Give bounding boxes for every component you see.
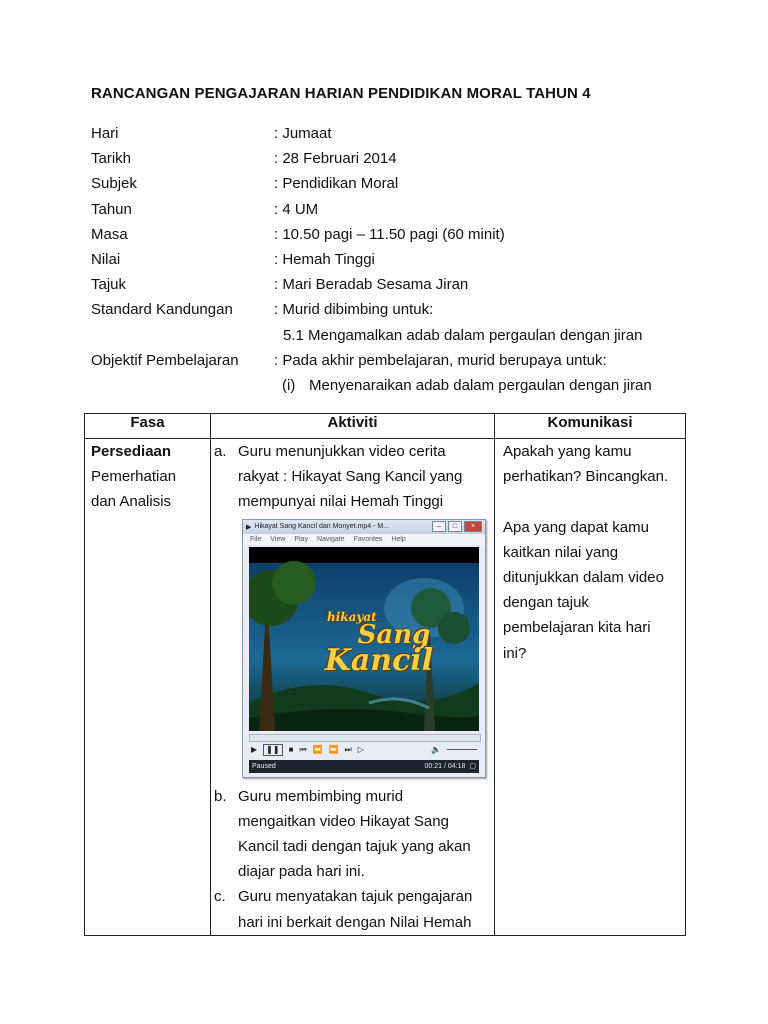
header-komunikasi: Komunikasi — [495, 414, 686, 439]
play-icon: ▶ — [251, 745, 258, 755]
question-line: pembelajaran kita hari — [503, 619, 651, 637]
menu-item: View — [270, 535, 286, 543]
objektif-number: (i) — [282, 376, 296, 394]
objektif-sub — [282, 373, 652, 398]
spacer — [503, 489, 677, 514]
activity-line: diajar pada hari ini. — [238, 863, 365, 881]
info-label: Objektif Pembelajaran — [91, 351, 239, 369]
question-line: ditunjukkan dalam video — [503, 569, 664, 586]
info-label: Tahun — [91, 200, 132, 218]
info-value: : 28 Februari 2014 — [274, 150, 397, 168]
question-line: perhatikan? Bincangkan. — [503, 468, 669, 486]
stop-icon: ■ — [288, 745, 294, 755]
info-label: Masa — [91, 225, 128, 243]
question-line: ini? — [503, 644, 527, 662]
activity-line: rakyat : Hikayat Sang Kancil yang — [238, 468, 463, 486]
window-buttons — [432, 521, 482, 532]
player-status-bar — [249, 760, 479, 773]
video-frame — [249, 553, 479, 731]
info-value: : Murid dibimbing untuk: — [274, 301, 434, 319]
activity-line: Kancil tadi dengan tajuk yang akan — [238, 838, 471, 856]
pause-icon: ❚❚ — [263, 744, 282, 756]
info-value: : Pendidikan Moral — [274, 175, 399, 193]
info-value: : Jumaat — [274, 125, 332, 142]
aktiviti-cell — [211, 439, 495, 936]
info-label: Nilai — [91, 250, 121, 268]
fast-forward-icon: ⏩ — [328, 745, 339, 755]
time-readout: 00:21 / 04:18 — [424, 762, 466, 770]
fasa-cell — [85, 439, 211, 936]
info-value: : Hemah Tinggi — [274, 250, 375, 268]
menu-item: File — [250, 535, 262, 543]
info-label: Tarikh — [91, 150, 132, 168]
volume-slider — [447, 749, 477, 750]
close-icon: × — [464, 521, 482, 532]
activity-line: mengaitkan video Hikayat Sang — [238, 812, 449, 830]
standard-sub-text: 5.1 Mengamalkan adab dalam pergaulan dengan jiran — [283, 326, 643, 344]
question-line: Apakah yang kamu — [503, 443, 632, 460]
volume-icon: 🔈 — [431, 745, 441, 755]
logo-line: Sang — [357, 619, 431, 650]
activity-label: c. — [214, 888, 226, 906]
info-label: Standard Kandungan — [91, 301, 233, 319]
logo-line: hikayat — [327, 609, 377, 624]
page-title: RANCANGAN PENGAJARAN HARIAN PENDIDIKAN MORAL TAHUN 4 — [91, 85, 591, 102]
header-aktiviti: Aktiviti — [211, 414, 495, 439]
maximize-icon: □ — [448, 521, 462, 532]
fullscreen-icon: ▢ — [469, 763, 476, 771]
info-value: : Mari Beradab Sesama Jiran — [274, 276, 469, 294]
fasa-bold: Persediaan — [91, 443, 172, 460]
activity-item-c — [214, 884, 490, 934]
fasa-line: Pemerhatian — [91, 468, 177, 486]
menu-item: Help — [391, 535, 406, 543]
activity-label: b. — [214, 787, 227, 805]
activity-line: mempunyai nilai Hemah Tinggi — [238, 493, 444, 511]
activity-line: hari ini berkait dengan Nilai Hemah — [238, 913, 472, 931]
previous-icon: ⏮ — [299, 744, 307, 754]
next-icon: ⏭ — [344, 744, 352, 754]
video-player-screenshot — [242, 519, 486, 778]
activity-line: Guru membimbing murid — [238, 787, 404, 805]
player-menu — [243, 534, 485, 545]
video-title-logo — [319, 609, 439, 678]
question-line: Apa yang dapat kamu — [503, 518, 649, 536]
question-line: kaitkan nilai yang — [503, 543, 619, 561]
minimize-icon: – — [432, 521, 446, 532]
lesson-table — [84, 413, 686, 936]
table-row — [85, 439, 686, 936]
player-controls — [249, 742, 481, 758]
menu-item: Navigate — [316, 535, 345, 543]
rewind-icon: ⏪ — [312, 745, 323, 755]
activity-item-b — [214, 784, 490, 885]
table-header-row — [85, 414, 686, 439]
info-label: Subjek — [91, 175, 137, 193]
activity-line: Guru menyatakan tajuk pengajaran — [238, 888, 473, 906]
fasa-line: dan Analisis — [91, 493, 172, 511]
objektif-text: Menyenaraikan adab dalam pergaulan dengan jiran — [309, 376, 652, 394]
info-label: Hari — [91, 125, 119, 142]
info-value: : Pada akhir pembelajaran, murid berupaya untuk: — [274, 351, 607, 369]
info-label: Tajuk — [91, 276, 127, 294]
activity-item-a — [214, 439, 490, 515]
activity-label: a. — [214, 443, 227, 460]
header-fasa: Fasa — [85, 414, 211, 439]
logo-line: Kancil — [324, 642, 434, 678]
menu-item: Favorites — [353, 535, 383, 543]
seek-bar — [249, 734, 481, 742]
info-value: : 4 UM — [274, 200, 319, 218]
step-icon: ▷ — [357, 745, 364, 755]
question-line: dengan tajuk — [503, 594, 589, 612]
menu-item: Play — [294, 535, 308, 543]
komunikasi-cell — [495, 439, 686, 936]
player-titlebar — [243, 520, 485, 534]
media-player-icon: ▶ — [246, 523, 252, 531]
status-text: Paused — [252, 762, 276, 770]
info-value: : 10.50 pagi – 11.50 pagi (60 minit) — [274, 225, 505, 243]
player-window-title: Hikayat Sang Kancil dan Monyet.mp4 - M... — [254, 523, 390, 531]
activity-line: Guru menunjukkan video cerita — [238, 443, 446, 460]
